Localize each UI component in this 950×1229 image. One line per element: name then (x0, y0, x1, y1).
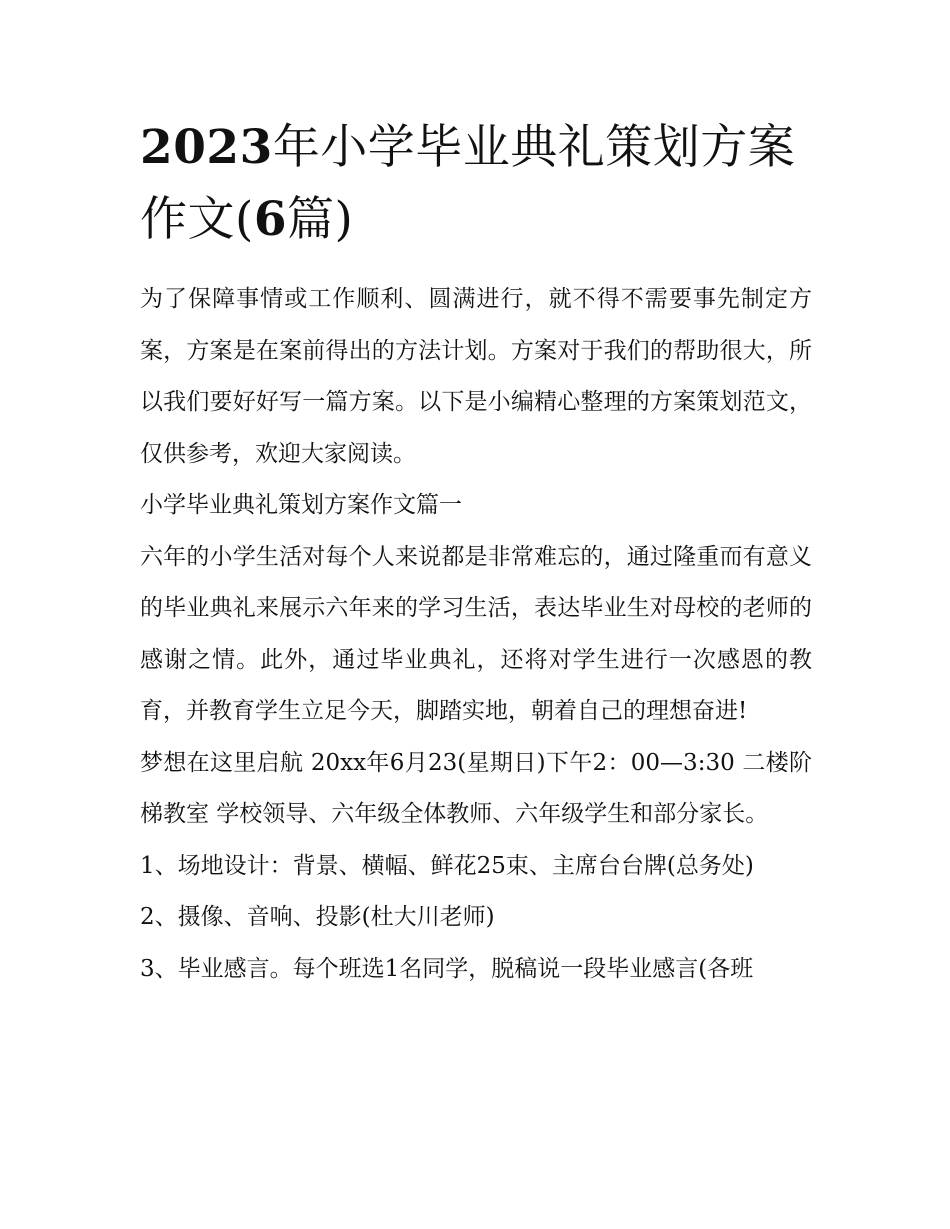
title-suffix: 篇) (287, 192, 354, 247)
document-title (140, 112, 812, 256)
title-text: 年小学毕业典礼策划方案作文( (140, 120, 796, 247)
list-item: 3、毕业感言。每个班选1名同学，脱稿说一段毕业感言(各班 (140, 955, 754, 982)
list-item: 1、场地设计：背景、横幅、鲜花25束、主席台台牌(总务处) (140, 852, 754, 879)
document-body (140, 112, 812, 995)
intro-paragraph: 为了保障事情或工作顺利、圆满进行，就不得不需要事先制定方案，方案是在案前得出的方法计划。方案对于我们的帮助很大，所以我们要好好写一篇方案。以下是小编精心整理的方案策划范文，仅供参考，欢迎大家阅读。 (140, 286, 812, 467)
list-item: 2、摄像、音响、投影(杜大川老师) (140, 904, 495, 930)
event-info-paragraph: 梦想在这里启航 20xx年6月23(星期日)下午2：00—3:30 二楼阶梯教室 学校领导、六年级全体教师、六年级学生和部分家长。 (140, 749, 812, 827)
purpose-paragraph: 六年的小学生活对每个人来说都是非常难忘的，通过隆重而有意义的毕业典礼来展示六年来的学习生活，表达毕业生对母校的老师的感谢之情。此外，通过毕业典礼，还将对学生进行一次感恩的教育，并教育学生立足今天，脚踏实地，朝着自己的理想奋进! (140, 543, 812, 724)
section-heading: 小学毕业典礼策划方案作文篇一 (140, 492, 462, 518)
title-count: 6 (253, 192, 288, 247)
title-year: 2023 (140, 120, 273, 175)
